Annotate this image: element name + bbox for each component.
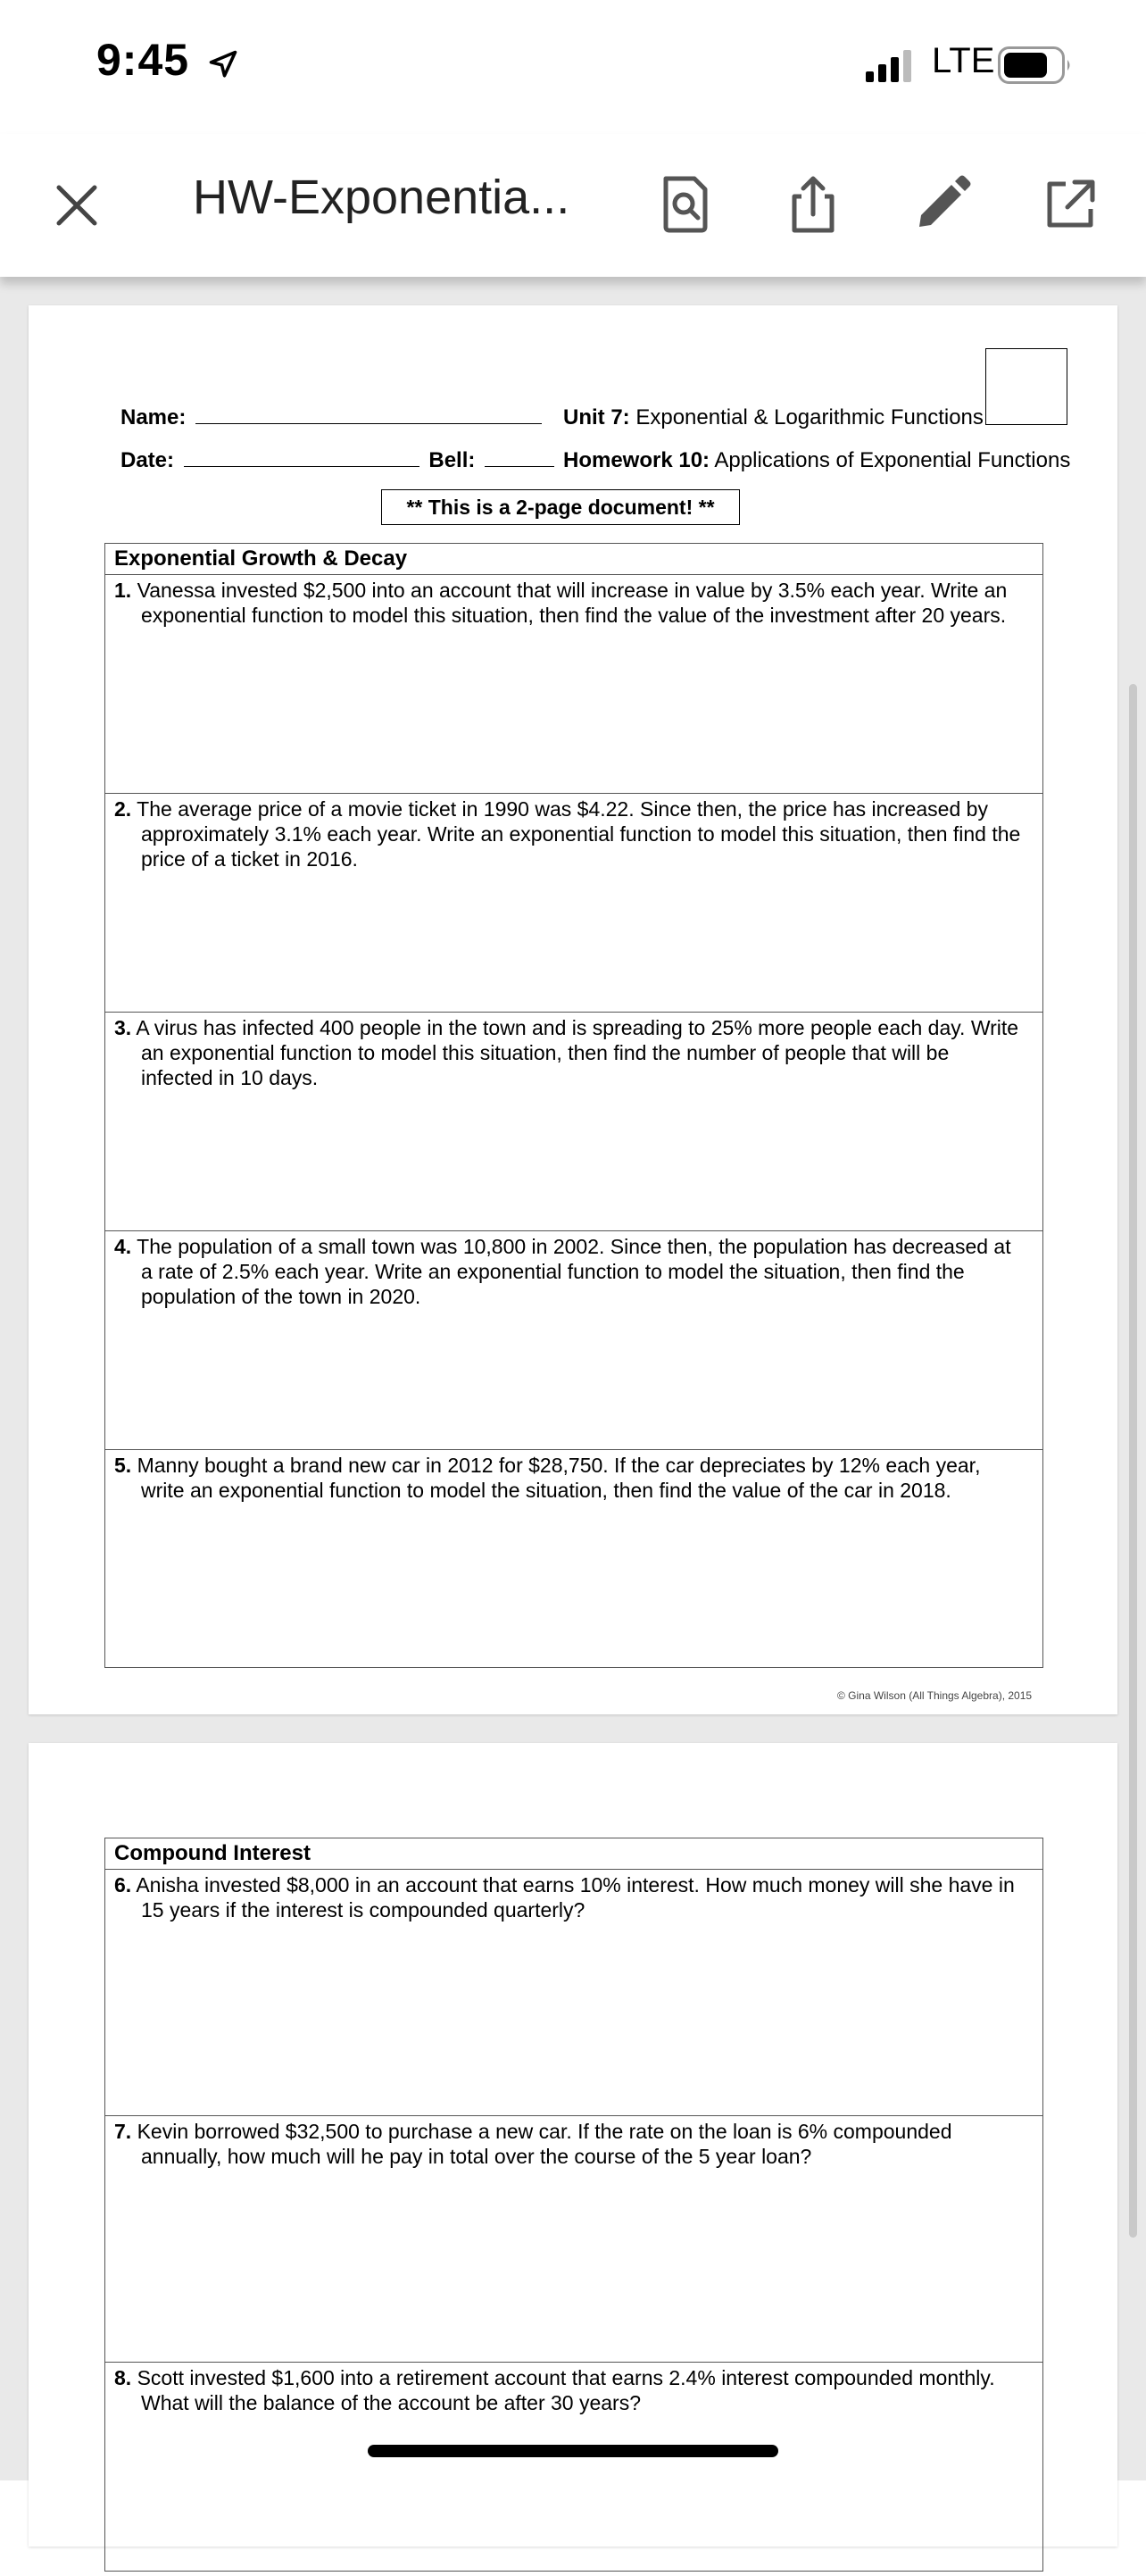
bell-label: Bell: <box>428 448 476 472</box>
date-field <box>120 448 554 473</box>
question-number: 4. <box>114 1235 132 1258</box>
bell-blank <box>485 450 554 467</box>
document-title: HW-Exponentia... <box>193 171 570 224</box>
question-1 <box>105 574 1042 793</box>
question-3 <box>105 1012 1042 1230</box>
question-number: 2. <box>114 797 132 821</box>
compound-interest-section <box>104 1838 1043 2572</box>
question-text: Scott invested $1,600 into a retirement account that earns 2.4% interest compounded monthly. What will the balance of the account be after 30 years? <box>137 2366 995 2414</box>
question-text: Manny bought a brand new car in 2012 for $28,750. If the car depreciates by 12% each year, write an exponential function to model the situation, then find the value of the car in 2018. <box>137 1454 981 1502</box>
unit-line <box>563 405 984 430</box>
status-bar <box>0 0 1146 134</box>
document-page-1 <box>29 305 1117 1714</box>
home-indicator[interactable] <box>368 2445 778 2457</box>
question-8 <box>105 2362 1042 2576</box>
section-title: Exponential Growth & Decay <box>114 546 408 571</box>
homework-label: Homework 10: <box>563 448 710 472</box>
unit-label: Unit 7: <box>563 405 630 429</box>
cellular-signal-icon <box>866 50 912 82</box>
find-in-document-icon[interactable] <box>653 173 716 236</box>
question-text: The average price of a movie ticket in 1990 was $4.22. Since then, the price has increased by approximately 3.1% each year. Write an exponential function to model this situation, then find the price of a ticket in 2016. <box>137 797 1021 871</box>
name-blank <box>195 407 542 424</box>
question-text: The population of a small town was 10,800 in 2002. Since then, the population has decreased at a rate of 2.5% each year. Write an exponential function to model the situation, then find the population of the town in 2020. <box>137 1235 1011 1308</box>
copyright-notice: © Gina Wilson (All Things Algebra), 2015 <box>837 1689 1033 1702</box>
location-arrow-icon <box>207 48 239 80</box>
question-number: 1. <box>114 579 132 602</box>
question-text: Kevin borrowed $32,500 to purchase a new car. If the rate on the loan is 6% compounded annually, how much will he pay in total over the course of the 5 year loan? <box>137 2120 952 2168</box>
question-number: 6. <box>114 1873 132 1897</box>
scrollbar[interactable] <box>1129 684 1137 2238</box>
name-label: Name: <box>120 405 187 429</box>
question-number: 3. <box>114 1016 132 1039</box>
question-text: A virus has infected 400 people in the town and is spreading to 25% more people each day. Write an exponential function to model this situation, then find the number of people that will be infected in 10 days. <box>136 1016 1019 1089</box>
growth-decay-section <box>104 543 1043 1668</box>
status-time: 9:45 <box>96 35 190 85</box>
question-2 <box>105 793 1042 1012</box>
question-number: 5. <box>114 1454 132 1477</box>
question-text: Anisha invested $8,000 in an account that earns 10% interest. How much money will she have in 15 years if the interest is compounded quarterly? <box>136 1873 1015 1922</box>
battery-icon <box>998 46 1073 84</box>
homework-line <box>563 448 1070 473</box>
homework-text: Applications of Exponential Functions <box>714 448 1071 472</box>
two-page-notice: ** This is a 2-page document! ** <box>381 489 740 525</box>
unit-text: Exponential & Logarithmic Functions <box>635 405 984 429</box>
name-field <box>120 405 542 430</box>
date-blank <box>184 450 419 467</box>
date-label: Date: <box>120 448 175 472</box>
score-box <box>985 348 1067 425</box>
document-viewer[interactable] <box>0 277 1146 2480</box>
section-title: Compound Interest <box>114 1841 311 1865</box>
question-5 <box>105 1449 1042 1665</box>
open-external-icon[interactable] <box>1039 173 1101 236</box>
network-type: LTE <box>932 41 995 80</box>
share-icon[interactable] <box>782 173 844 236</box>
close-icon[interactable] <box>50 179 104 232</box>
question-6 <box>105 1869 1042 2115</box>
question-number: 7. <box>114 2120 132 2143</box>
question-text: Vanessa invested $2,500 into an account that will increase in value by 3.5% each year. Write an exponential function to model this situation, then find the value of the investment after 20 years. <box>137 579 1008 627</box>
question-number: 8. <box>114 2366 132 2389</box>
document-page-2 <box>29 1743 1117 2547</box>
viewer-toolbar <box>0 134 1146 277</box>
question-4 <box>105 1230 1042 1449</box>
edit-pencil-icon[interactable] <box>910 173 973 236</box>
question-7 <box>105 2115 1042 2362</box>
